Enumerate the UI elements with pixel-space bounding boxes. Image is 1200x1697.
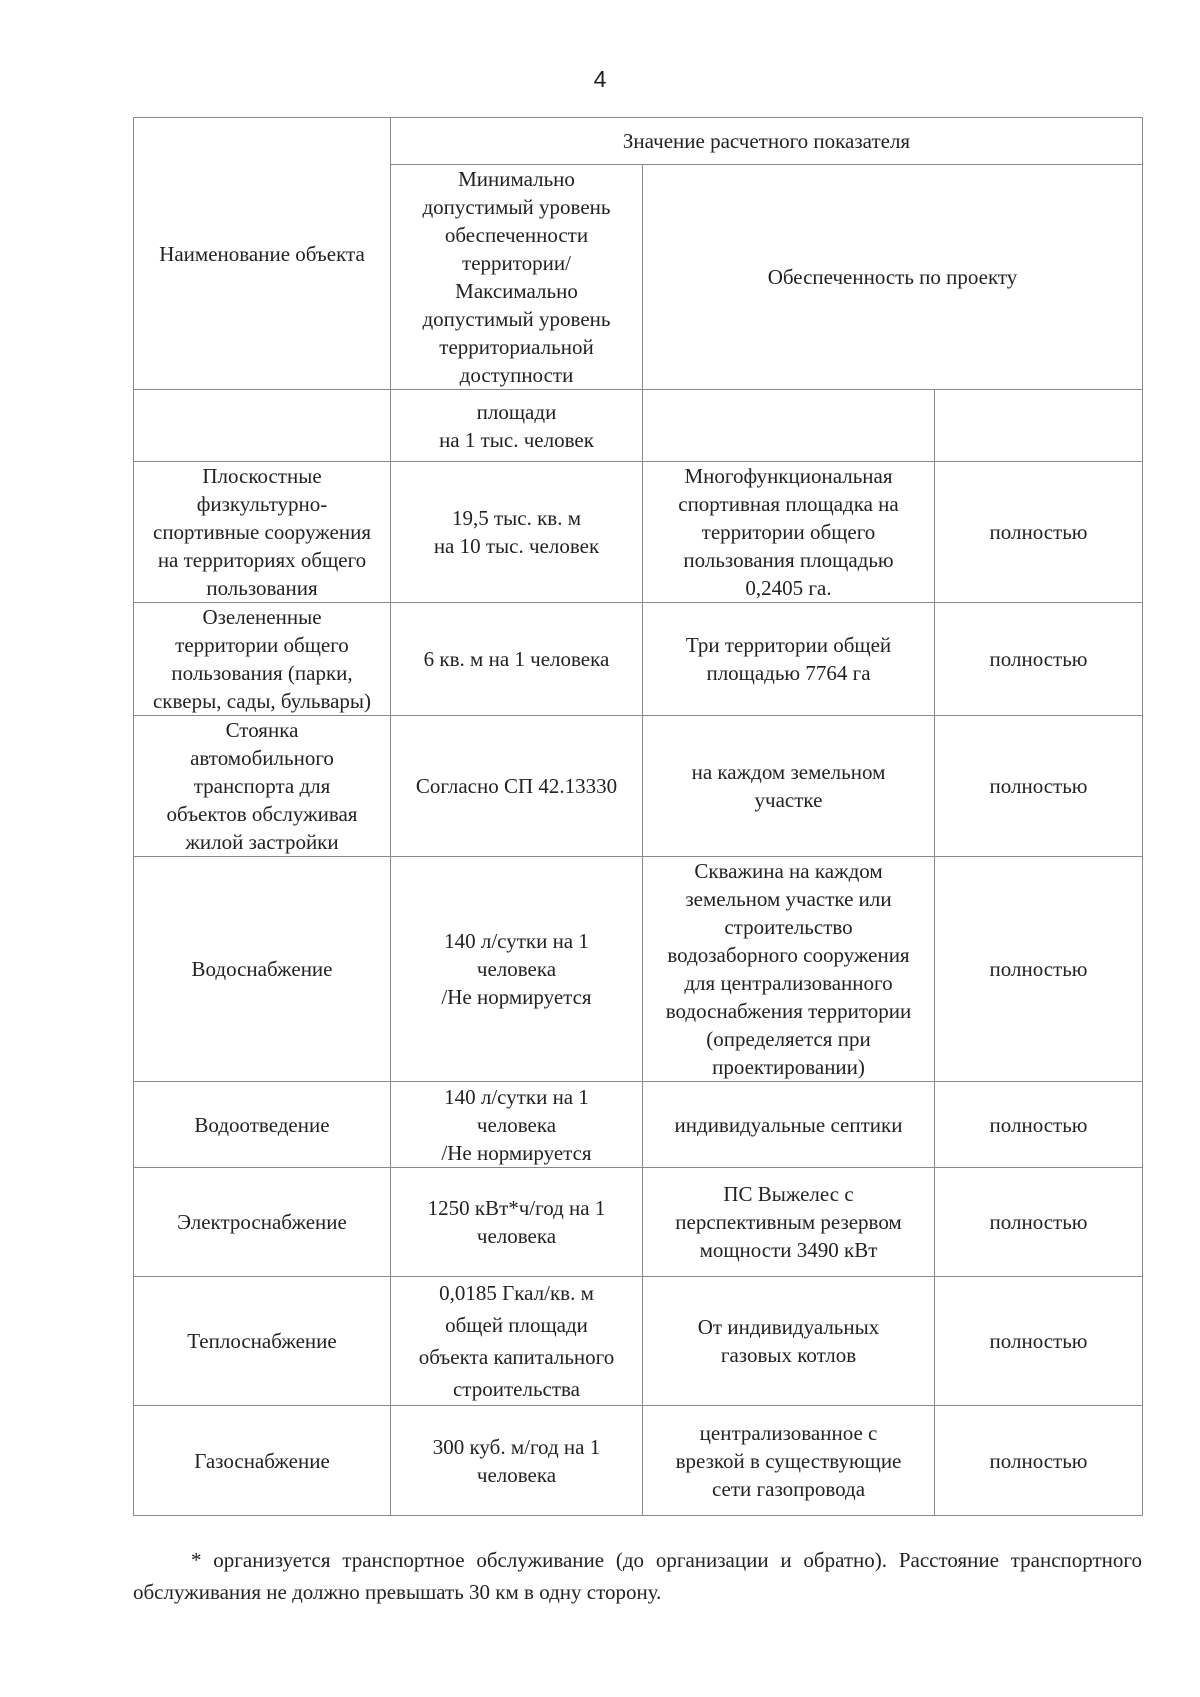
row-standard: Согласно СП 42.13330 bbox=[391, 716, 643, 857]
header-min-max-level: Минимально допустимый уровень обеспеченности территории/ Максимально допустимый уровень территориальной доступности bbox=[391, 165, 643, 390]
row-project: на каждом земельном участке bbox=[643, 716, 935, 857]
row-status: полностью bbox=[935, 716, 1143, 857]
row-name: Стоянка автомобильного транспорта для объектов обслуживая жилой застройки bbox=[134, 716, 391, 857]
row-project: Скважина на каждом земельном участке или строительство водозаборного сооружения для централизованного водоснабжения территории (определяется при проектировании) bbox=[643, 857, 935, 1082]
row-standard: 300 куб. м/год на 1 человека bbox=[391, 1406, 643, 1516]
row-standard: 140 л/сутки на 1 человека /Не нормируется bbox=[391, 857, 643, 1082]
row-project: централизованное с врезкой в существующие сети газопровода bbox=[643, 1406, 935, 1516]
row-status: полностью bbox=[935, 857, 1143, 1082]
row-status: полностью bbox=[935, 1406, 1143, 1516]
row-project: Три территории общей площадью 7764 га bbox=[643, 603, 935, 716]
row-name: Водоснабжение bbox=[134, 857, 391, 1082]
indicator-table bbox=[133, 117, 1143, 1516]
header-object-name: Наименование объекта bbox=[134, 118, 391, 390]
table-row bbox=[134, 1082, 1143, 1168]
row-name: Электроснабжение bbox=[134, 1168, 391, 1277]
row-status: полностью bbox=[935, 1168, 1143, 1277]
header-row-1 bbox=[134, 118, 1143, 165]
row-name: Теплоснабжение bbox=[134, 1277, 391, 1406]
row-standard: 0,0185 Гкал/кв. м общей площади объекта капитального строительства bbox=[391, 1277, 643, 1406]
row-standard: 1250 кВт*ч/год на 1 человека bbox=[391, 1168, 643, 1277]
row-standard: 19,5 тыс. кв. м на 10 тыс. человек bbox=[391, 462, 643, 603]
table-row bbox=[134, 1406, 1143, 1516]
row-standard: 140 л/сутки на 1 человека /Не нормируется bbox=[391, 1082, 643, 1168]
row-name: Газоснабжение bbox=[134, 1406, 391, 1516]
table-row bbox=[134, 603, 1143, 716]
header-indicator-value: Значение расчетного показателя bbox=[391, 118, 1143, 165]
row-project: ПС Выжелес с перспективным резервом мощности 3490 кВт bbox=[643, 1168, 935, 1277]
overflow-row bbox=[134, 390, 1143, 462]
overflow-value: площади на 1 тыс. человек bbox=[391, 390, 643, 462]
overflow-empty-cell bbox=[935, 390, 1143, 462]
row-standard: 6 кв. м на 1 человека bbox=[391, 603, 643, 716]
row-name: Плоскостные физкультурно- спортивные сооружения на территориях общего пользования bbox=[134, 462, 391, 603]
overflow-empty-cell bbox=[134, 390, 391, 462]
page-number: 4 bbox=[593, 66, 607, 92]
table-row bbox=[134, 462, 1143, 603]
footnote: * организуется транспортное обслуживание (до организации и обратно). Расстояние транспортного обслуживания не должно превышать 30 км в одну сторону. bbox=[133, 1548, 1142, 1604]
table-row bbox=[134, 1168, 1143, 1277]
row-project: От индивидуальных газовых котлов bbox=[643, 1277, 935, 1406]
row-name: Водоотведение bbox=[134, 1082, 391, 1168]
table-row bbox=[134, 1277, 1143, 1406]
row-status: полностью bbox=[935, 1277, 1143, 1406]
table-row bbox=[134, 857, 1143, 1082]
row-status: полностью bbox=[935, 462, 1143, 603]
table-row bbox=[134, 716, 1143, 857]
row-status: полностью bbox=[935, 1082, 1143, 1168]
row-project: индивидуальные септики bbox=[643, 1082, 935, 1168]
row-status: полностью bbox=[935, 603, 1143, 716]
overflow-empty-cell bbox=[643, 390, 935, 462]
row-project: Многофункциональная спортивная площадка на территории общего пользования площадью 0,2405 га. bbox=[643, 462, 935, 603]
row-name: Озелененные территории общего пользования (парки, скверы, сады, бульвары) bbox=[134, 603, 391, 716]
header-project-provision: Обеспеченность по проекту bbox=[643, 165, 1143, 390]
